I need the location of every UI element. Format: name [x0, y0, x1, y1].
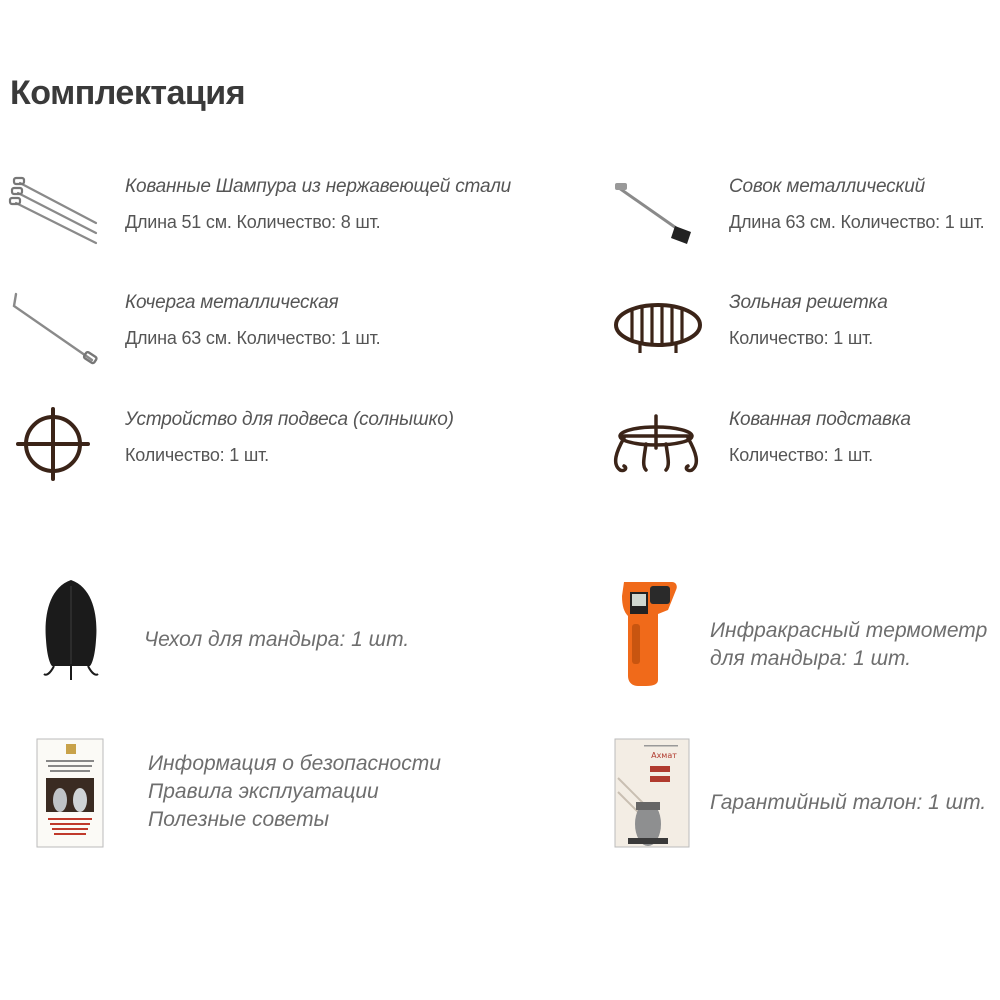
extra-text — [144, 626, 409, 654]
item-name: Совок металлический — [729, 176, 925, 197]
item-name: Кованная подставка — [729, 409, 911, 430]
thermometer-icon — [618, 576, 680, 686]
item-desc: Количество: 1 шт. — [125, 445, 269, 465]
item-name: Зольная решетка — [729, 292, 888, 313]
item-desc: Длина 63 см. Количество: 1 шт. — [729, 212, 985, 232]
extra-text — [710, 789, 986, 817]
extra-text — [710, 617, 987, 673]
extra-line: для тандыра: 1 шт. — [710, 647, 912, 670]
ash-grate-icon — [612, 297, 704, 357]
page-title: Комплектация — [10, 74, 246, 112]
manual-booklet-icon — [36, 738, 104, 848]
warranty-card-icon — [614, 738, 690, 848]
extra-text — [148, 750, 441, 834]
forged-stand-icon — [606, 408, 706, 480]
poker-icon — [6, 290, 100, 368]
item-desc: Количество: 1 шт. — [729, 445, 873, 465]
tandoor-cover-icon — [40, 578, 102, 684]
item-name: Устройство для подвеса (солнышко) — [125, 409, 454, 430]
item-desc: Количество: 1 шт. — [729, 328, 873, 348]
item-desc: Длина 51 см. Количество: 8 шт. — [125, 212, 381, 232]
warranty-card-label: Ахмат — [651, 751, 677, 760]
item-name: Кочерга металлическая — [125, 292, 339, 313]
extra-line: Инфракрасный термометр — [710, 619, 988, 642]
item-desc: Длина 63 см. Количество: 1 шт. — [125, 328, 381, 348]
extra-line: Гарантийный талон: 1 шт. — [710, 791, 987, 814]
extra-line: Информация о безопасности — [148, 752, 441, 775]
hanging-device-icon — [14, 405, 92, 483]
extra-line: Чехол для тандыра: 1 шт. — [144, 628, 410, 651]
scoop-icon — [613, 180, 699, 248]
skewers-icon — [6, 175, 100, 250]
extra-line: Полезные советы — [148, 808, 330, 831]
item-name: Кованные Шампура из нержавеющей стали — [125, 176, 511, 197]
extra-line: Правила эксплуатации — [148, 780, 379, 803]
